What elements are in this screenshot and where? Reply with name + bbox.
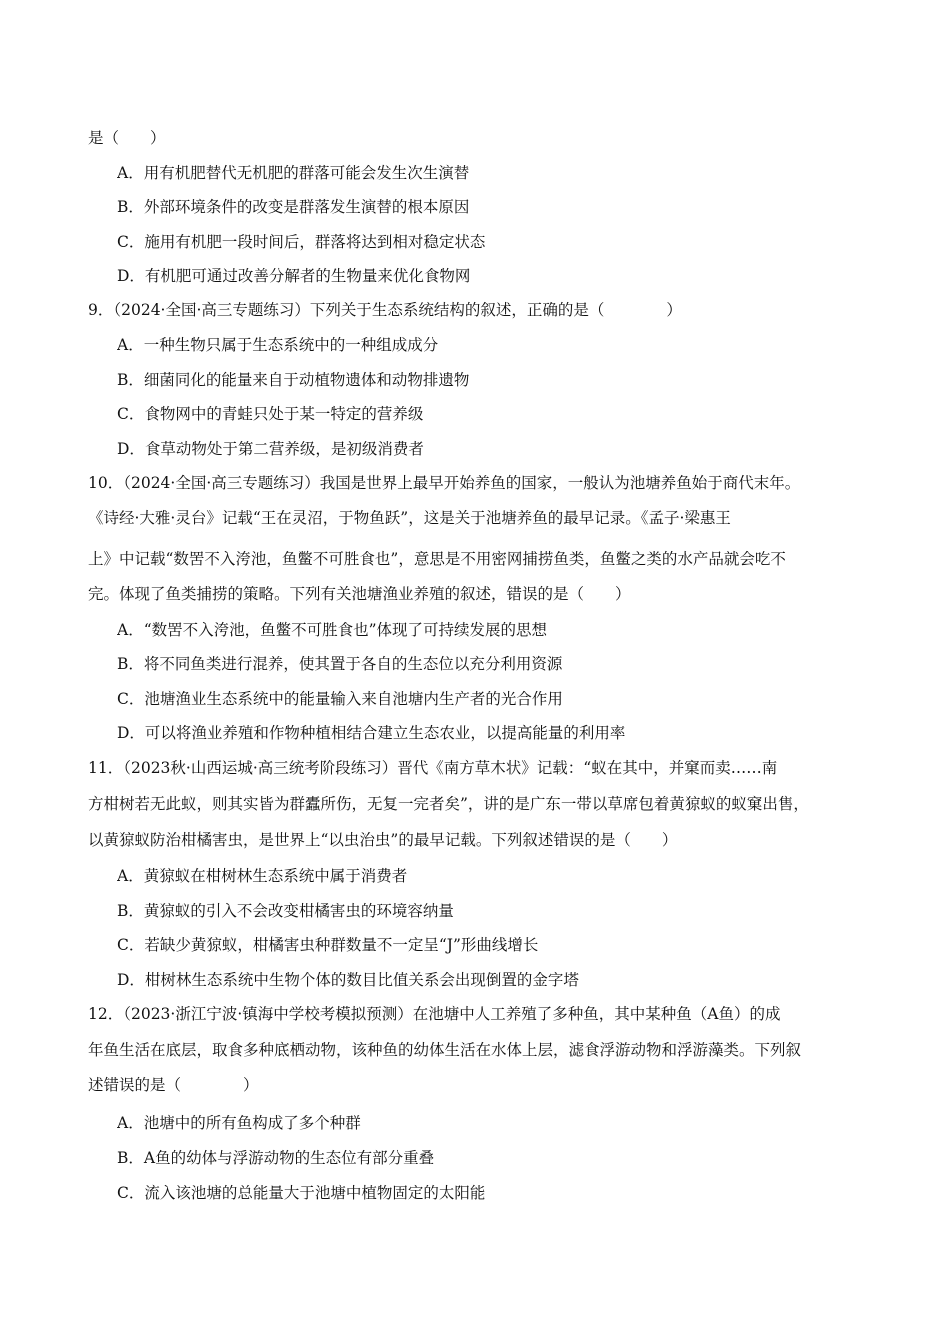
q10-option-a: A．“数罟不入洿池，鱼鳖不可胜食也”体现了可持续发展的思想 [117,621,548,639]
q11-stem-line: 11．（2023秋·山西运城·高三统考阶段练习）晋代《南方草木状》记载：“蚁在其中，并窠而卖……南 [88,759,778,777]
q11-option-c: C．若缺少黄猄蚁，柑橘害虫种群数量不一定呈“J”形曲线增长 [117,936,539,954]
q10-option-d: D．可以将渔业养殖和作物种植相结合建立生态农业，以提高能量的利用率 [117,724,626,742]
q12-option-a: A．池塘中的所有鱼构成了多个种群 [117,1114,361,1132]
q10-stem-line: 10．（2024·全国·高三专题练习）我国是世界上最早开始养鱼的国家，一般认为池塘养鱼始于商代末年。 [88,474,801,492]
q8-option-c: C．施用有机肥一段时间后，群落将达到相对稳定状态 [117,233,486,251]
q11-stem-line: 方柑树若无此蚁，则其实皆为群蠹所伤，无复一完者矣”，讲的是广东一带以草席包着黄猄蚁的蚁窠出售， [88,795,809,813]
q8-option-d: D．有机肥可通过改善分解者的生物量来优化食物网 [117,267,471,285]
q9-option-b: B．细菌同化的能量来自于动植物遗体和动物排遗物 [117,371,470,389]
q10-stem-line: 完。体现了鱼类捕捞的策略。下列有关池塘渔业养殖的叙述，错误的是（ ） [88,585,631,603]
q8-stem-tail: 是（ ） [88,129,166,147]
q12-option-b: B．A鱼的幼体与浮游动物的生态位有部分重叠 [117,1149,435,1167]
q10-option-c: C．池塘渔业生态系统中的能量输入来自池塘内生产者的光合作用 [117,690,563,708]
q12-stem-line: 年鱼生活在底层，取食多种底栖动物，该种鱼的幼体生活在水体上层，滤食浮游动物和浮游藻类。下列叙 [88,1041,802,1059]
q10-stem-line: 《诗经·大雅·灵台》记载“王在灵沼，于物鱼跃”，这是关于池塘养鱼的最早记录。《孟子·梁惠王 [88,509,731,527]
q11-stem-line: 以黄猄蚁防治柑橘害虫，是世界上“以虫治虫”的最早记载。下列叙述错误的是（ ） [88,831,678,849]
q9-option-c: C．食物网中的青蛙只处于某一特定的营养级 [117,405,424,423]
q8-option-a: A．用有机肥替代无机肥的群落可能会发生次生演替 [117,164,470,182]
q8-option-b: B．外部环境条件的改变是群落发生演替的根本原因 [117,198,470,216]
q11-option-a: A．黄猄蚁在柑树林生态系统中属于消费者 [117,867,408,885]
q9-option-a: A．一种生物只属于生态系统中的一种组成成分 [117,336,439,354]
q10-option-b: B．将不同鱼类进行混养，使其置于各自的生态位以充分利用资源 [117,655,563,673]
q12-option-c: C．流入该池塘的总能量大于池塘中植物固定的太阳能 [117,1184,486,1202]
q11-option-b: B．黄猄蚁的引入不会改变柑橘害虫的环境容纳量 [117,902,454,920]
q12-stem-line: 述错误的是（ ） [88,1076,259,1094]
q10-stem-line: 上》中记载“数罟不入洿池，鱼鳖不可胜食也”，意思是不用密网捕捞鱼类，鱼鳖之类的水产品就会吃不 [88,550,786,568]
q9-option-d: D．食草动物处于第二营养级，是初级消费者 [117,440,424,458]
q12-stem-line: 12．（2023·浙江宁波·镇海中学校考模拟预测）在池塘中人工养殖了多种鱼，其中某种鱼（A鱼）的成 [88,1005,781,1023]
q11-option-d: D．柑树林生态系统中生物个体的数目比值关系会出现倒置的金字塔 [117,971,579,989]
q9-stem-line: 9．（2024·全国·高三专题练习）下列关于生态系统结构的叙述，正确的是（ ） [88,301,682,319]
